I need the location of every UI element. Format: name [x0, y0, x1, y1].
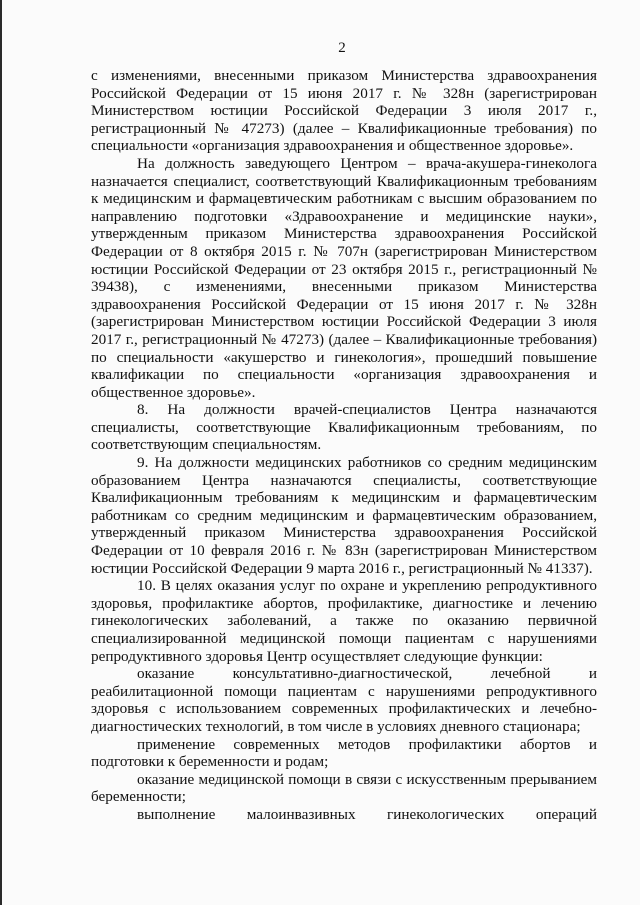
paragraph-head-appointment: На должность заведующего Центром – врача-акушера-гинеколога назначается специалист, соответствующий Квалификационным требованиям к медицинским и фармацевтическим работникам с высшим образованием по направлению подготовки «Здравоохранение и медицинские науки», утвержденным приказом Министерства здравоохранения Российской Федерации от 8 октября 2015 г. № 707н (зарегистрирован Министерством юстиции Российской Федерации от 23 октября 2015 г., регистрационный № 39438), с изменениями, внесенными приказом Министерства здравоохранения Российской Федерации от 15 июня 2017 г. № 328н (зарегистрирован Министерством юстиции Российской Федерации 3 июля 2017 г., регистрационный № 47273) (далее – Квалификационные требования) по специальности «акушерство и гинекология», прошедший повышение квалификации по специальности «организация здравоохранения и общественное здоровье».	[91, 154, 597, 401]
function-item: выполнение малоинвазивных гинекологических операций	[137, 805, 597, 823]
function-item: применение современных методов профилактики абортов и подготовки к беременности и родам;	[91, 735, 597, 771]
paragraph-item-8: 8. На должности врачей-специалистов Центра назначаются специалисты, соответствующие Квалификационным требованиям, по соответствующим специальностям.	[91, 401, 597, 454]
paragraph-continuation: с изменениями, внесенными приказом Министерства здравоохранения Российской Федерации от 15 июня 2017 г. № 328н (зарегистрирован Министерством юстиции Российской Федерации 3 июля 2017 г., регистрационный № 47273) (далее – Квалификационные требования) по специальности «организация здравоохранения и общественное здоровье».	[91, 67, 597, 155]
page-number: 2	[338, 40, 346, 56]
function-item: оказание консультативно-диагностической, лечебной и реабилитационной помощи пациентам с нарушениями репродуктивного здоровья с использованием современных профилактических и лечебно-диагностических технологий, в том числе в условиях дневного стационара;	[91, 665, 597, 735]
paragraph-item-9: 9. На должности медицинских работников со средним медицинским образованием Центра назначаются специалисты, соответствующие Квалификационным требованиям к медицинским и фармацевтическим работникам со средним медицинским и фармацевтическим образованием, утвержденный приказом Министерства здравоохранения Российской Федерации от 10 февраля 2016 г. № 83н (зарегистрирован Министерством юстиции Российской Федерации 9 марта 2016 г., регистрационный № 41337).	[91, 454, 597, 577]
function-item: оказание медицинской помощи в связи с искусственным прерыванием беременности;	[91, 770, 597, 806]
document-body	[91, 67, 597, 824]
paragraph-item-10: 10. В целях оказания услуг по охране и укреплению репродуктивного здоровья, профилактике абортов, профилактике, диагностике и лечению гинекологических заболеваний, а также по оказанию первичной специализированной медицинской помощи пациентам с нарушениями репродуктивного здоровья Центр осуществляет следующие функции:	[91, 577, 597, 665]
